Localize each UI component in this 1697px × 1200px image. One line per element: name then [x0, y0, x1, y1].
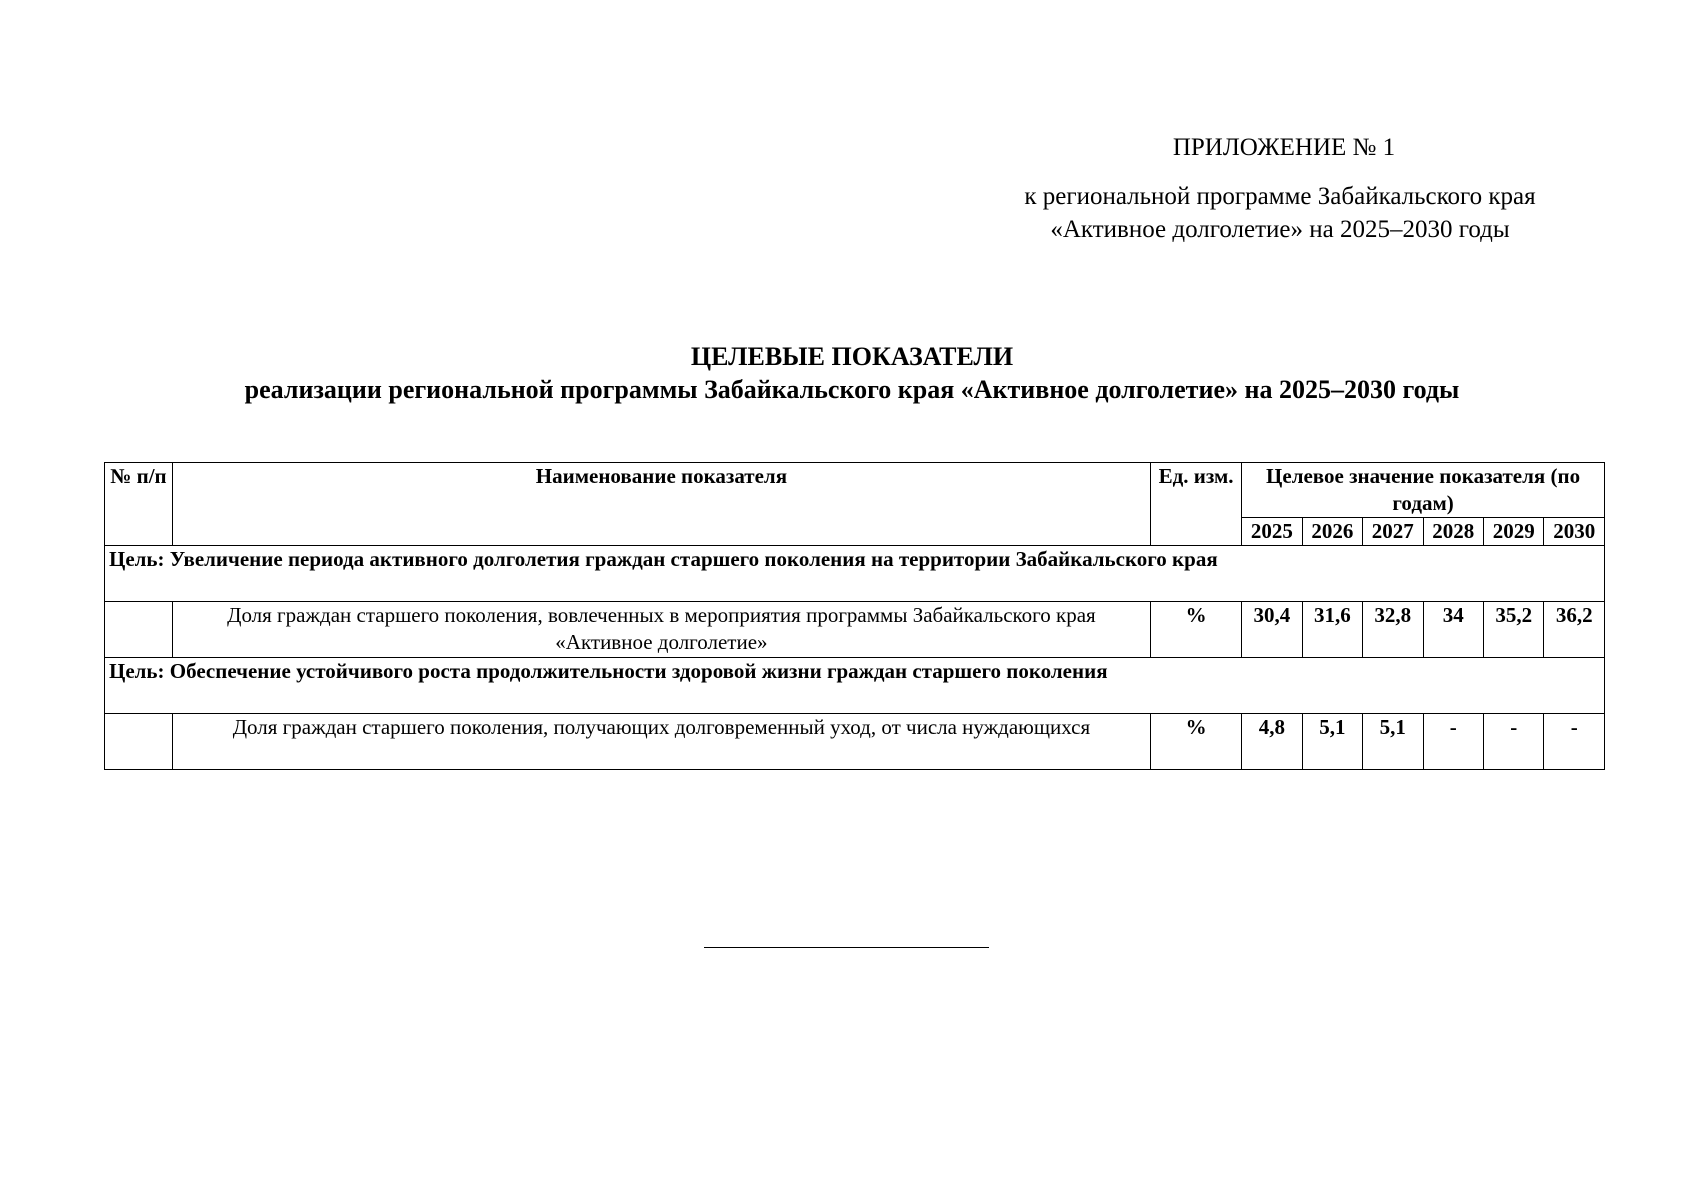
year-value: 30,4 [1242, 602, 1302, 658]
header-year: 2029 [1483, 518, 1543, 546]
appendix-title: ПРИЛОЖЕНИЕ № 1 [1172, 134, 1396, 161]
year-value: 35,2 [1483, 602, 1543, 658]
header-target-value: Целевое значение показателя (по годам) [1242, 463, 1605, 518]
appendix-reference [960, 180, 1600, 246]
goal-row [105, 658, 1605, 714]
table-row [105, 714, 1605, 770]
year-value: 31,6 [1302, 602, 1362, 658]
header-number: № п/п [105, 463, 173, 546]
indicator-name: Доля граждан старшего поколения, получающих долговременный уход, от числа нуждающихся [172, 714, 1150, 770]
table-row [105, 602, 1605, 658]
document-title: ЦЕЛЕВЫЕ ПОКАЗАТЕЛИ [690, 342, 1014, 371]
header-year: 2028 [1423, 518, 1483, 546]
header-year: 2027 [1363, 518, 1423, 546]
indicators-table [104, 462, 1605, 770]
appendix-line-1: к региональной программе Забайкальского края [1024, 183, 1536, 210]
row-number [105, 602, 173, 658]
year-value: 5,1 [1302, 714, 1362, 770]
header-year: 2025 [1242, 518, 1302, 546]
year-value: - [1423, 714, 1483, 770]
indicator-name: Доля граждан старшего поколения, вовлеченных в мероприятия программы Забайкальского края «Активное долголетие» [172, 602, 1150, 658]
document-subtitle: реализации региональной программы Забайкальского края «Активное долголетие» на 2025–2030 годы [244, 375, 1460, 404]
indicator-unit: % [1150, 714, 1241, 770]
row-number [105, 714, 173, 770]
year-value: 36,2 [1544, 602, 1605, 658]
end-separator-line [704, 947, 989, 948]
year-value: 34 [1423, 602, 1483, 658]
header-unit: Ед. изм. [1150, 463, 1241, 546]
goal-row [105, 546, 1605, 602]
year-value: 32,8 [1363, 602, 1423, 658]
year-value: 4,8 [1242, 714, 1302, 770]
year-value: - [1544, 714, 1605, 770]
appendix-line-2: «Активное долголетие» на 2025–2030 годы [1050, 216, 1510, 243]
header-year: 2026 [1302, 518, 1362, 546]
document-heading [95, 340, 1609, 406]
header-year: 2030 [1544, 518, 1605, 546]
goal-text: Цель: Увеличение периода активного долголетия граждан старшего поколения на территории Забайкальского края [105, 546, 1605, 602]
header-indicator-name: Наименование показателя [172, 463, 1150, 546]
year-value: - [1483, 714, 1543, 770]
year-value: 5,1 [1363, 714, 1423, 770]
indicator-unit: % [1150, 602, 1241, 658]
goal-text: Цель: Обеспечение устойчивого роста продолжительности здоровой жизни граждан старшего поколения [105, 658, 1605, 714]
appendix-block [960, 128, 1600, 246]
